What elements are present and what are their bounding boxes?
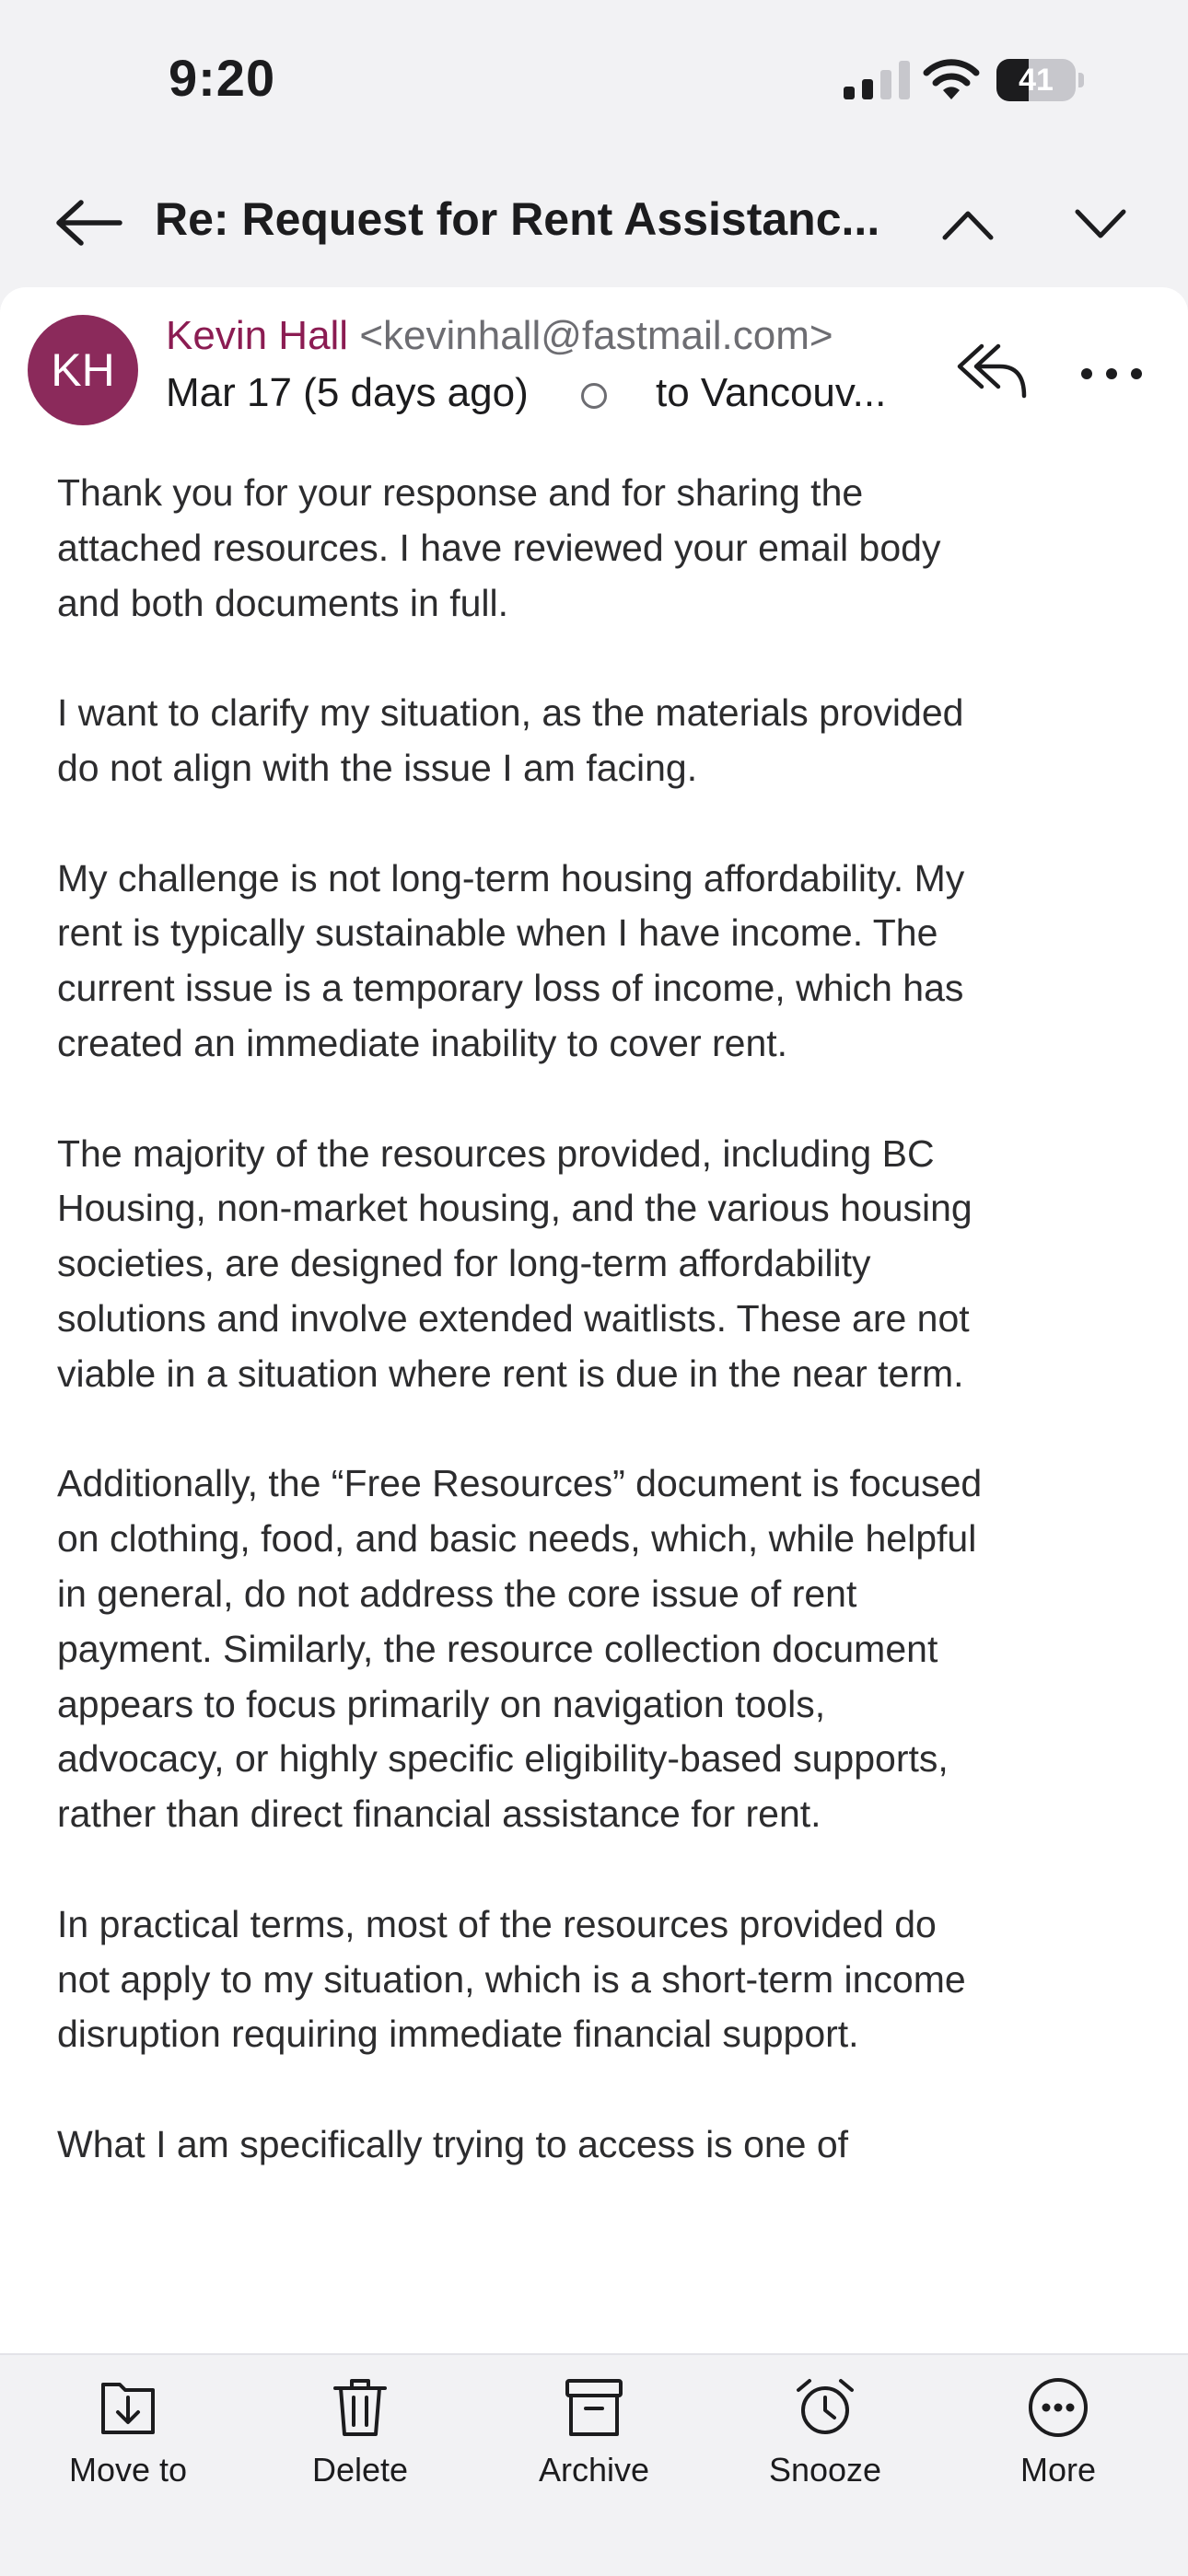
battery-icon	[996, 59, 1085, 101]
chevron-up-icon[interactable]	[939, 204, 996, 245]
archive-button[interactable]	[502, 2375, 686, 2504]
more-label: More	[1019, 2451, 1097, 2489]
snooze-button[interactable]	[733, 2375, 917, 2504]
snooze-label: Snooze	[768, 2451, 882, 2489]
archive-label: Archive	[538, 2451, 650, 2489]
avatar[interactable]: KH	[28, 315, 138, 425]
message-body	[57, 466, 996, 2228]
body-paragraph: What I am specifically trying to access is one of	[57, 2122, 849, 2165]
status-bar	[0, 0, 1188, 157]
move-to-label: Move to	[68, 2451, 188, 2489]
move-to-button[interactable]	[36, 2375, 220, 2504]
archive-icon	[562, 2375, 626, 2440]
move-to-icon	[96, 2375, 160, 2440]
body-paragraph: In practical terms, most of the resources provided do not apply to my situation, which is a short-term income disruption requiring immediate financial support.	[57, 1902, 966, 2056]
body-paragraph: Thank you for your response and for sharing the attached resources. I have reviewed your email body and both documents in full.	[57, 471, 941, 624]
read-status-icon[interactable]	[581, 383, 607, 409]
body-paragraph: The majority of the resources provided, including BC Housing, non-market housing, and the various housing societies, are designed for long-term affordability solutions and involve extended waitlists. These are not viable in a situation where rent is due in the near term.	[57, 1131, 973, 1395]
wifi-icon	[921, 55, 982, 101]
more-options-icon[interactable]	[1079, 366, 1144, 381]
reply-all-icon[interactable]	[954, 339, 1030, 400]
delete-button[interactable]	[268, 2375, 452, 2504]
more-circle-icon	[1026, 2375, 1090, 2440]
chevron-down-icon[interactable]	[1072, 204, 1129, 245]
battery-level: 41	[1019, 63, 1054, 98]
message-date: Mar 17 (5 days ago)	[166, 370, 529, 415]
alarm-clock-icon	[793, 2375, 857, 2440]
body-paragraph: Additionally, the “Free Resources” document is focused on clothing, food, and basic needs, which, while helpful in general, do not address the core issue of rent payment. Similarly, the resource collection document appears to focus primarily on navigation tools, advocacy, or highly specific eligibility-based supports, rather than direct financial assistance for rent.	[57, 1462, 983, 1836]
trash-icon	[328, 2375, 392, 2440]
cellular-signal-icon	[842, 61, 915, 99]
delete-label: Delete	[311, 2451, 409, 2489]
status-time: 9:20	[169, 49, 276, 107]
sender-line[interactable]	[166, 313, 833, 359]
more-button[interactable]	[966, 2375, 1150, 2504]
sender-email[interactable]: <kevinhall@fastmail.com>	[359, 313, 833, 358]
back-arrow-icon[interactable]	[52, 195, 125, 250]
message-subject: Re: Request for Rent Assistanc...	[155, 193, 880, 245]
body-paragraph: I want to clarify my situation, as the materials provided do not align with the issue I am facing.	[57, 691, 964, 789]
recipient-summary[interactable]: to Vancouv...	[656, 370, 887, 415]
sender-name[interactable]: Kevin Hall	[166, 313, 349, 358]
body-paragraph: My challenge is not long-term housing affordability. My rent is typically sustainable when I have income. The current issue is a temporary loss of income, which has created an immediate inability to cover rent.	[57, 856, 965, 1064]
